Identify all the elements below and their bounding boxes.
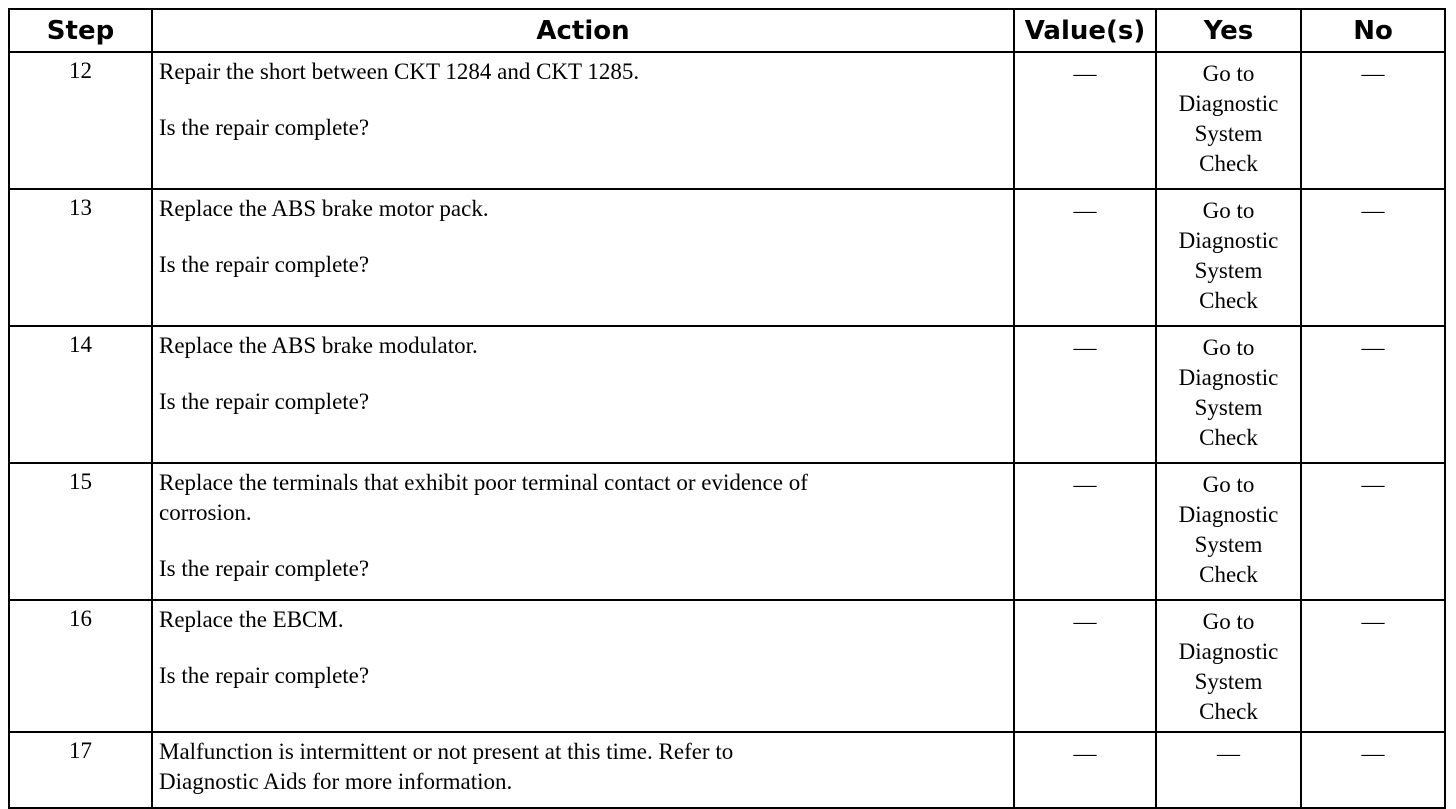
no-dash: —: [1361, 198, 1385, 223]
header-step: Step: [9, 9, 152, 52]
step-number: 13: [9, 189, 152, 326]
step-number: 14: [9, 326, 152, 463]
yes-cell: [1156, 52, 1301, 189]
action-text: Replace the ABS brake motor pack.: [159, 196, 489, 221]
table-row: [9, 732, 1445, 808]
yes-text-line: Diagnostic: [1178, 91, 1279, 116]
header-action: Action: [152, 9, 1014, 52]
value-cell: [1014, 732, 1156, 808]
yes-text-line: System: [1194, 121, 1263, 146]
action-text: corrosion.: [159, 500, 252, 525]
action-cell: [152, 732, 1014, 808]
table-header-row: [9, 9, 1445, 52]
value-dash: —: [1073, 61, 1097, 86]
yes-cell: [1156, 326, 1301, 463]
no-dash: —: [1361, 741, 1385, 766]
action-text: Diagnostic Aids for more information.: [159, 769, 513, 794]
no-dash: —: [1361, 609, 1385, 634]
yes-text-line: Check: [1199, 288, 1258, 313]
no-cell: [1301, 732, 1445, 808]
yes-text-line: Go to: [1202, 335, 1255, 360]
value-dash: —: [1073, 741, 1097, 766]
header-values: Value(s): [1014, 9, 1156, 52]
table-row: [9, 52, 1445, 189]
yes-cell: [1156, 732, 1301, 808]
value-dash: —: [1073, 609, 1097, 634]
value-cell: [1014, 326, 1156, 463]
action-cell: [152, 600, 1014, 732]
table-row: [9, 463, 1445, 600]
step-number: 16: [9, 600, 152, 732]
yes-text-line: Check: [1199, 425, 1258, 450]
yes-cell: [1156, 189, 1301, 326]
no-cell: [1301, 52, 1445, 189]
yes-text-line: System: [1194, 669, 1263, 694]
action-question: Is the repair complete?: [159, 389, 370, 414]
yes-text-line: Diagnostic: [1178, 639, 1279, 664]
yes-cell: [1156, 463, 1301, 600]
value-dash: —: [1073, 472, 1097, 497]
action-text: Replace the EBCM.: [159, 607, 344, 632]
no-dash: —: [1361, 61, 1385, 86]
value-cell: [1014, 463, 1156, 600]
table-row: [9, 600, 1445, 732]
yes-text-line: System: [1194, 532, 1263, 557]
action-cell: [152, 189, 1014, 326]
action-cell: [152, 326, 1014, 463]
header-no: No: [1301, 9, 1445, 52]
yes-text-line: Go to: [1202, 198, 1255, 223]
table-row: [9, 189, 1445, 326]
action-text: Replace the terminals that exhibit poor terminal contact or evidence of: [159, 470, 808, 495]
yes-text-line: Go to: [1202, 472, 1255, 497]
no-cell: [1301, 326, 1445, 463]
value-cell: [1014, 189, 1156, 326]
yes-text-line: System: [1194, 395, 1263, 420]
yes-text-line: Diagnostic: [1178, 502, 1279, 527]
action-text: Repair the short between CKT 1284 and CKT 1285.: [159, 59, 640, 84]
yes-cell: [1156, 600, 1301, 732]
action-text: Malfunction is intermittent or not present at this time. Refer to: [159, 739, 734, 764]
yes-text-line: Diagnostic: [1178, 365, 1279, 390]
action-cell: [152, 52, 1014, 189]
header-yes: Yes: [1156, 9, 1301, 52]
diagnostic-step-table: [8, 8, 1446, 809]
yes-dash: —: [1217, 741, 1240, 766]
action-cell: [152, 463, 1014, 600]
value-dash: —: [1073, 198, 1097, 223]
action-question: Is the repair complete?: [159, 252, 370, 277]
yes-text-line: Check: [1199, 562, 1258, 587]
value-dash: —: [1073, 335, 1097, 360]
yes-text-line: Go to: [1202, 61, 1255, 86]
no-cell: [1301, 600, 1445, 732]
action-question: Is the repair complete?: [159, 663, 370, 688]
value-cell: [1014, 600, 1156, 732]
no-dash: —: [1361, 472, 1385, 497]
action-text: Replace the ABS brake modulator.: [159, 333, 478, 358]
yes-text-line: System: [1194, 258, 1263, 283]
no-cell: [1301, 189, 1445, 326]
diagnostic-table-page: [8, 8, 1444, 809]
table-row: [9, 326, 1445, 463]
step-number: 15: [9, 463, 152, 600]
action-question: Is the repair complete?: [159, 115, 370, 140]
yes-text-line: Diagnostic: [1178, 228, 1279, 253]
yes-text-line: Check: [1199, 151, 1258, 176]
action-question: Is the repair complete?: [159, 556, 370, 581]
value-cell: [1014, 52, 1156, 189]
no-dash: —: [1361, 335, 1385, 360]
no-cell: [1301, 463, 1445, 600]
step-number: 17: [9, 732, 152, 808]
yes-text-line: Go to: [1202, 609, 1255, 634]
yes-text-line: Check: [1199, 699, 1258, 724]
step-number: 12: [9, 52, 152, 189]
